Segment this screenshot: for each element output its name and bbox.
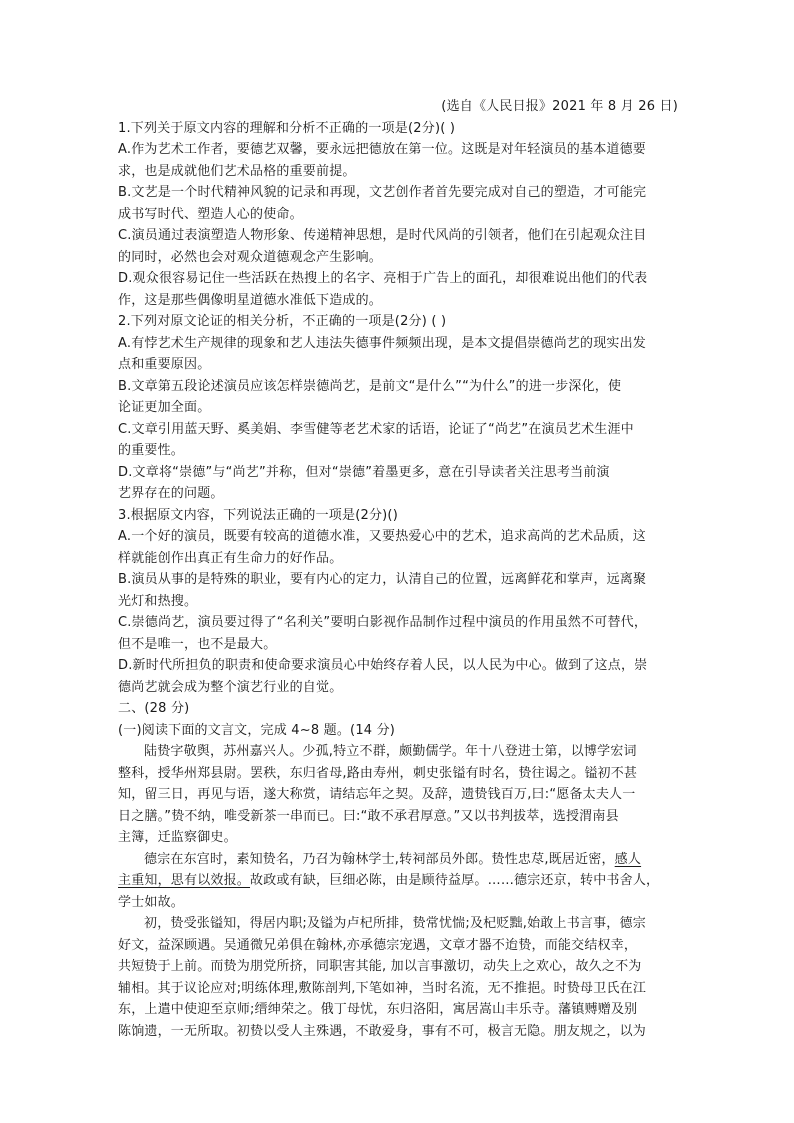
text-line: 初，贽受张镒知，得居内职;及镒为卢杞所排，贽常忧惴;及杞贬黜,始敢上书言事，德宗 [144,916,646,931]
text-segment: 故政或有缺，巨细必陈，由是顾待益厚。……德宗还京，转中书舍人， [250,873,660,888]
option-c-cont: 的重要性。 [118,443,185,458]
question-stem: 3.根据原文内容，下列说法正确的一项是(2分)() [118,507,398,523]
reading-instruction: (一)阅读下面的文言文，完成 4~8 题。(14 分) [118,722,396,738]
question-3 [118,505,678,699]
text-line [118,849,678,871]
option-b: B.演员从事的是特殊的职业，要有内心的定力，认清自己的位置，远离鲜花和掌声，远离聚 [118,572,647,587]
classical-text-paragraph-2 [118,849,678,914]
text-line: 陆贽字敬舆，苏州嘉兴人。少孤,特立不群，颇勤儒学。年十八登进士第，以博学宏词 [144,744,637,759]
option-d: D.观众很容易记住一些活跃在热搜上的名字、亮相于广告上的面孔，却很难说出他们的代表 [118,271,648,286]
option-c-cont: 但不是唯一，也不是最大。 [118,636,277,652]
question-stem: 1.下列关于原文内容的理解和分析不正确的一项是(2分)( ) [118,120,456,136]
option-a-cont: 样就能创作出真正有生命力的好作品。 [118,550,343,566]
text-segment: 德宗在东宫时，素知贽名，乃召为翰林学士,转祠部员外郎。贽性忠荩,既居近密， [144,851,615,867]
option-b: B.文章第五段论述演员应该怎样崇德尚艺，是前文“是什么”“为什么”的进一步深化，使 [118,378,622,394]
classical-text-paragraph-3 [118,913,678,1042]
section-heading: 二、(28 分) [118,701,190,716]
text-line: 学士如故。 [118,894,185,910]
option-c: C.崇德尚艺，演员要过得了“名利关”要明白影视作品制作过程中演员的作用虽然不可替代， [118,615,648,630]
question-stem: 2.下列对原文论证的相关分析，不正确的一项是(2分) ( ) [118,314,447,329]
question-2 [118,311,678,505]
option-b-cont: 光灯和热搜。 [118,593,198,609]
text-line: 陈饷遗，一无所取。初贽以受人主殊遇，不敢爱身，事有不可，极言无隐。朋友规之，以为 [118,1023,647,1039]
underlined-sentence: 主重知，思有以效报。 [118,873,251,888]
option-a: A.一个好的演员，既要有较高的道德水准，又要热爱心中的艺术，追求高尚的艺术品质，这 [118,529,646,544]
option-c: C.文章引用蓝天野、奚美娟、李雪健等老艺术家的话语，论证了“尚艺”在演员艺术生涯中 [118,421,634,437]
option-a: A.有悖艺术生产规律的现象和艺人违法失德事件频频出现，是本文提倡崇德尚艺的现实出发 [118,335,646,351]
source-citation: (选自《人民日报》2021 年 8 月 26 日) [441,99,678,114]
underlined-sentence: 感人 [614,851,642,867]
option-d-cont: 作，这是那些偶像明星道德水准低下造成的。 [118,292,383,308]
option-b-cont: 论证更加全面。 [118,400,211,415]
text-line: 共短贽于上前。而贽为朋党所挤，同职害其能, 加以言事激切，动失上之欢心，故久之不为 [118,959,642,974]
option-d: D.文章将“崇德”与“尚艺”并称，但对“崇德”着墨更多，意在引导读者关注思考当前演 [118,464,610,480]
option-a-cont: 求，也是成就他们艺术品格的重要前提。 [118,163,356,179]
text-line [118,870,678,892]
text-line: 日之膳。”贽不纳，唯受新茶一串而已。曰:“敢不承君厚意。”又以书判拔萃，选授渭南县 [118,808,619,824]
option-b: B.文艺是一个时代精神风貌的记录和再现，文艺创作者首先要完成对自己的塑造，才可能完 [118,185,647,200]
option-c: C.演员通过表演塑造人物形象、传递精神思想，是时代风尚的引领者，他们在引起观众注目 [118,228,647,243]
option-d: D.新时代所担负的职责和使命要求演员心中始终存着人民，以人民为中心。做到了这点，崇 [118,658,648,673]
text-line: 东，上遣中使迎至京师;缙绅荣之。俄丁母忧，东归洛阳，寓居嵩山丰乐寺。藩镇赙赠及别 [118,1002,638,1017]
text-line: 辅相。其于议论应对;明练体理,敷陈剖判,下笔如神，当时名流，无不推挹。时贽母卫氏在江 [118,980,647,996]
option-b-cont: 成书写时代、塑造人心的使命。 [118,206,303,222]
option-d-cont: 艺界存在的问题。 [118,486,224,501]
exam-page [118,96,678,1042]
option-a: A.作为艺术工作者，要德艺双馨，要永远把德放在第一位。这既是对年轻演员的基本道德要 [118,142,646,157]
classical-text-paragraph-1 [118,741,678,849]
text-line: 好文，益深顾遇。吴通微兄弟俱在翰林,亦承德宗宠遇，文章才器不迨贽，而能交结权幸， [118,937,638,953]
option-a-cont: 点和重要原因。 [118,357,211,372]
option-c-cont: 的同时，必然也会对观众道德观念产生影响。 [118,249,383,265]
text-line: 主簿，迁监察御史。 [118,830,237,845]
question-1 [118,118,678,312]
option-d-cont: 德尚艺就会成为整个演艺行业的自觉。 [118,679,343,695]
text-line: 整科，授华州郑县尉。罢秩，东归省母,路由寿州，刺史张镒有时名，贽往谒之。镒初不甚 [118,765,638,781]
text-line: 知，留三日，再见与语，遂大称赏，请结忘年之契。及辞，遗贽钱百万,曰:“愿备太夫人一 [118,787,636,802]
